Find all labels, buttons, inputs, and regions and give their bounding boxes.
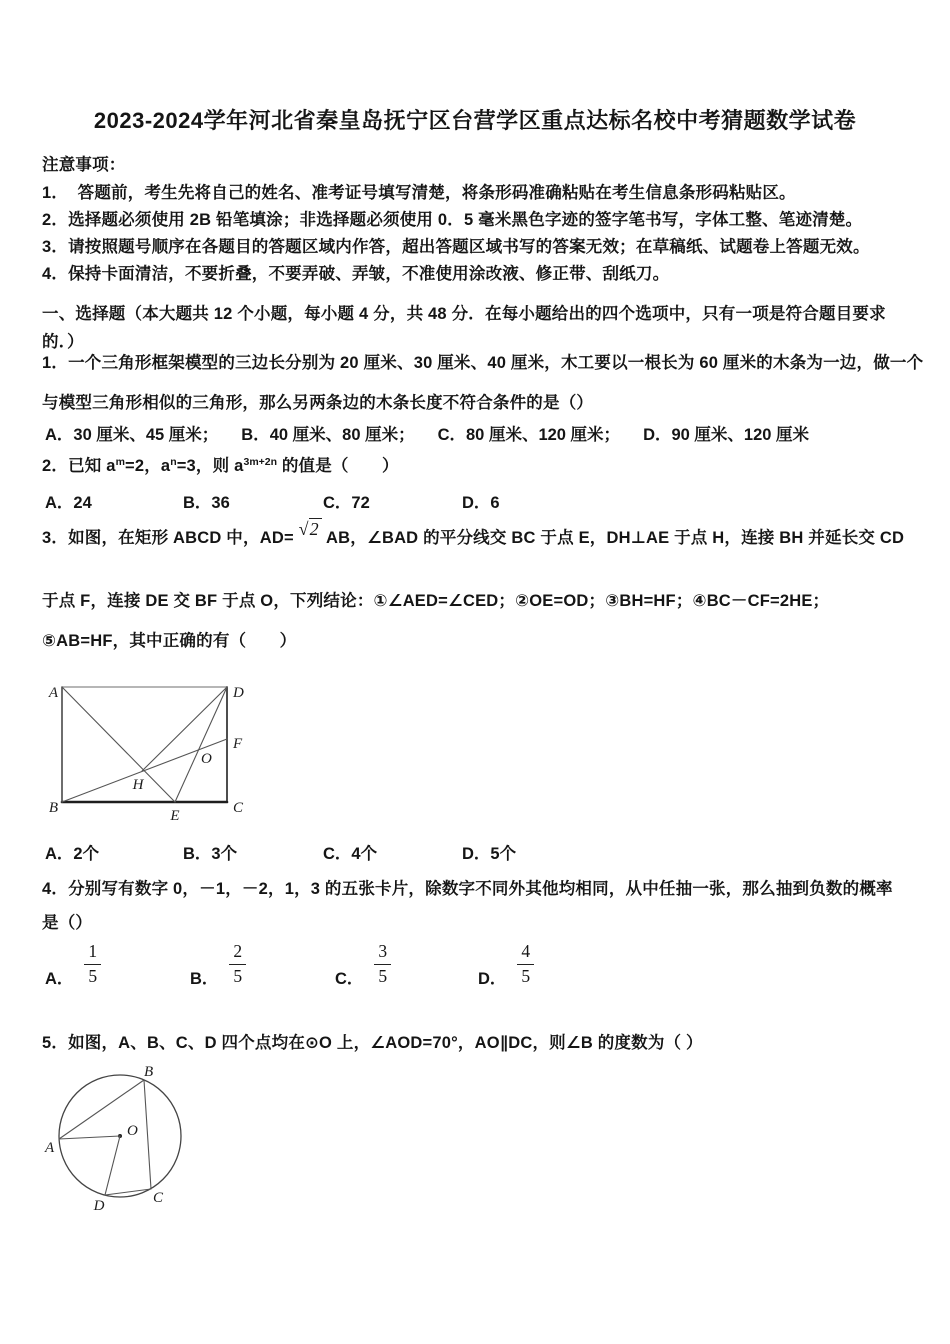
q4-option-c-label: C． (335, 969, 364, 988)
point-label-C: C (153, 1190, 164, 1206)
fraction-denominator: 5 (378, 965, 388, 986)
q4-option-b-label: B． (190, 969, 219, 988)
q2-options (45, 489, 500, 513)
notice-item-2: 2．选择题必须使用 2B 铅笔填涂；非选择题必须使用 0．5 毫米黑色字迹的签字笔书写，字体工整、笔迹清楚。 (42, 211, 863, 229)
sqrt2-radical (299, 519, 322, 540)
q1-stem-line-2: 与模型三角形相似的三角形，那么另两条边的木条长度不符合条件的是（） (42, 394, 594, 412)
point-label-O: O (201, 751, 212, 767)
point-label-A: A (48, 685, 58, 701)
q2-stem-post: 的值是（ ） (277, 457, 399, 475)
page-title: 2023-2024学年河北省秦皇岛抚宁区台营学区重点达标名校中考猜题数学试卷 (93, 108, 857, 133)
fraction-denominator: 5 (233, 965, 243, 986)
point-label-C: C (233, 800, 244, 816)
fraction-numerator: 1 (84, 941, 101, 965)
point-label-E: E (170, 808, 180, 824)
radicand: 2 (309, 518, 322, 539)
section-heading-line-2: 的．） (42, 333, 84, 351)
q2-option-c: C．72 (323, 494, 370, 512)
point-label-D: D (93, 1198, 105, 1214)
segment-BF (62, 739, 227, 802)
q3-option-c: C．4个 (323, 845, 378, 863)
q2-stem (42, 452, 399, 476)
q4-stem-line-2: 是（） (42, 914, 93, 932)
q3-option-b: B．3个 (183, 845, 238, 863)
radical-sign: √ (298, 519, 309, 539)
q3-stem-line-2: 于点 F，连接 DE 交 BF 于点 O，下列结论：①∠AED=∠CED；②OE=OD；③BH=HF；④BC－CF=2HE； (42, 592, 830, 610)
fraction-2-5 (229, 941, 246, 988)
q3-option-d: D．5个 (462, 845, 517, 863)
fraction-denominator: 5 (521, 965, 531, 986)
fraction-numerator: 4 (517, 941, 534, 965)
segment-DE (175, 687, 227, 802)
fraction-1-5 (84, 941, 101, 988)
q3-stem-line-3: ⑤AB=HF，其中正确的有（ ） (42, 632, 297, 650)
point-label-D: D (233, 685, 244, 701)
q2-stem-pre: 2．已知 a (42, 457, 116, 475)
q2-exponent-3m2n: 3m+2n (243, 456, 278, 468)
notice-item-1: 1． 答题前，考生先将自己的姓名、准考证号填写清楚，将条形码准确粘贴在考生信息条形码粘贴区。 (42, 184, 796, 202)
notice-item-4: 4．保持卡面清洁，不要折叠，不要弄破、弄皱，不准使用涂改液、修正带、刮纸刀。 (42, 265, 670, 283)
radius-OD (105, 1136, 120, 1195)
q2-stem-mid-2: =3，则 a (176, 457, 244, 475)
q4-option-d-label: D． (478, 969, 507, 988)
fraction-numerator: 2 (229, 941, 246, 965)
notice-item-3: 3．请按照题号顺序在各题目的答题区域内作答，超出答题区域书写的答案无效；在草稿纸、试题卷上答题无效。 (42, 238, 870, 256)
point-label-H: H (132, 777, 144, 793)
q2-option-a: A．24 (45, 494, 92, 512)
q4-option-d (478, 941, 534, 988)
point-label-F: F (233, 736, 243, 752)
point-label-O: O (127, 1123, 138, 1139)
q4-option-b (190, 941, 246, 988)
point-label-B: B (48, 800, 58, 816)
q1-stem-line-1: 1．一个三角形框架模型的三边长分别为 20 厘米、30 厘米、40 厘米，木工要以一根长为 60 厘米的木条为一边，做一个 (42, 354, 924, 372)
q3-stem-pre: 3．如图，在矩形 ABCD 中，AD= (42, 529, 299, 547)
q5-circle-figure (35, 1062, 215, 1222)
q2-exponent-m: m (115, 456, 125, 468)
q2-stem-mid-1: =2，a (124, 457, 171, 475)
q4-option-a (45, 941, 101, 988)
fraction-numerator: 3 (374, 941, 391, 965)
q1-option-d: D．90 厘米、120 厘米 (643, 426, 810, 444)
section-heading-line-1: 一、选择题（本大题共 12 个小题，每小题 4 分，共 48 分．在每小题给出的四个选项中，只有一项是符合题目要求 (42, 305, 886, 323)
point-label-A: A (45, 1140, 55, 1156)
q4-option-c (335, 941, 391, 988)
notice-heading: 注意事项： (42, 156, 126, 174)
q5-stem: 5．如图，A、B、C、D 四个点均在⊙O 上，∠AOD=70°，AO∥DC，则∠B 的度数为（ ） (42, 1034, 703, 1052)
segment-DH (142, 687, 227, 771)
q1-option-a: A．30 厘米、45 厘米； (45, 426, 219, 444)
q2-exponent-n: n (170, 456, 177, 468)
q1-option-c: C．80 厘米、120 厘米； (437, 426, 621, 444)
q3-stem-line-1 (42, 519, 905, 548)
point-label-B: B (144, 1064, 154, 1080)
q4-options (45, 941, 534, 988)
radius-AO (59, 1136, 120, 1139)
q3-stem-line1-rest: AB，∠BAD 的平分线交 BC 于点 E，DH⊥AE 于点 H，连接 BH 并延长交 CD (321, 529, 905, 547)
q2-option-b: B．36 (183, 494, 230, 512)
q1-option-b: B．40 厘米、80 厘米； (241, 426, 415, 444)
q4-option-a-label: A． (45, 969, 74, 988)
q3-options (45, 840, 516, 864)
q3-rectangle-figure (45, 672, 255, 824)
fraction-3-5 (374, 941, 391, 988)
q4-stem-line-1: 4．分别写有数字 0，－1，－2，1，3 的五张卡片，除数字不同外其他均相同，从中任抽一张，那么抽到负数的概率 (42, 880, 893, 898)
q3-option-a: A．2个 (45, 845, 100, 863)
q1-options (45, 421, 809, 445)
fraction-denominator: 5 (88, 965, 98, 986)
fraction-4-5 (517, 941, 534, 988)
q2-option-d: D．6 (462, 494, 500, 512)
chord-BC (144, 1080, 151, 1189)
segment-AE (62, 687, 175, 802)
